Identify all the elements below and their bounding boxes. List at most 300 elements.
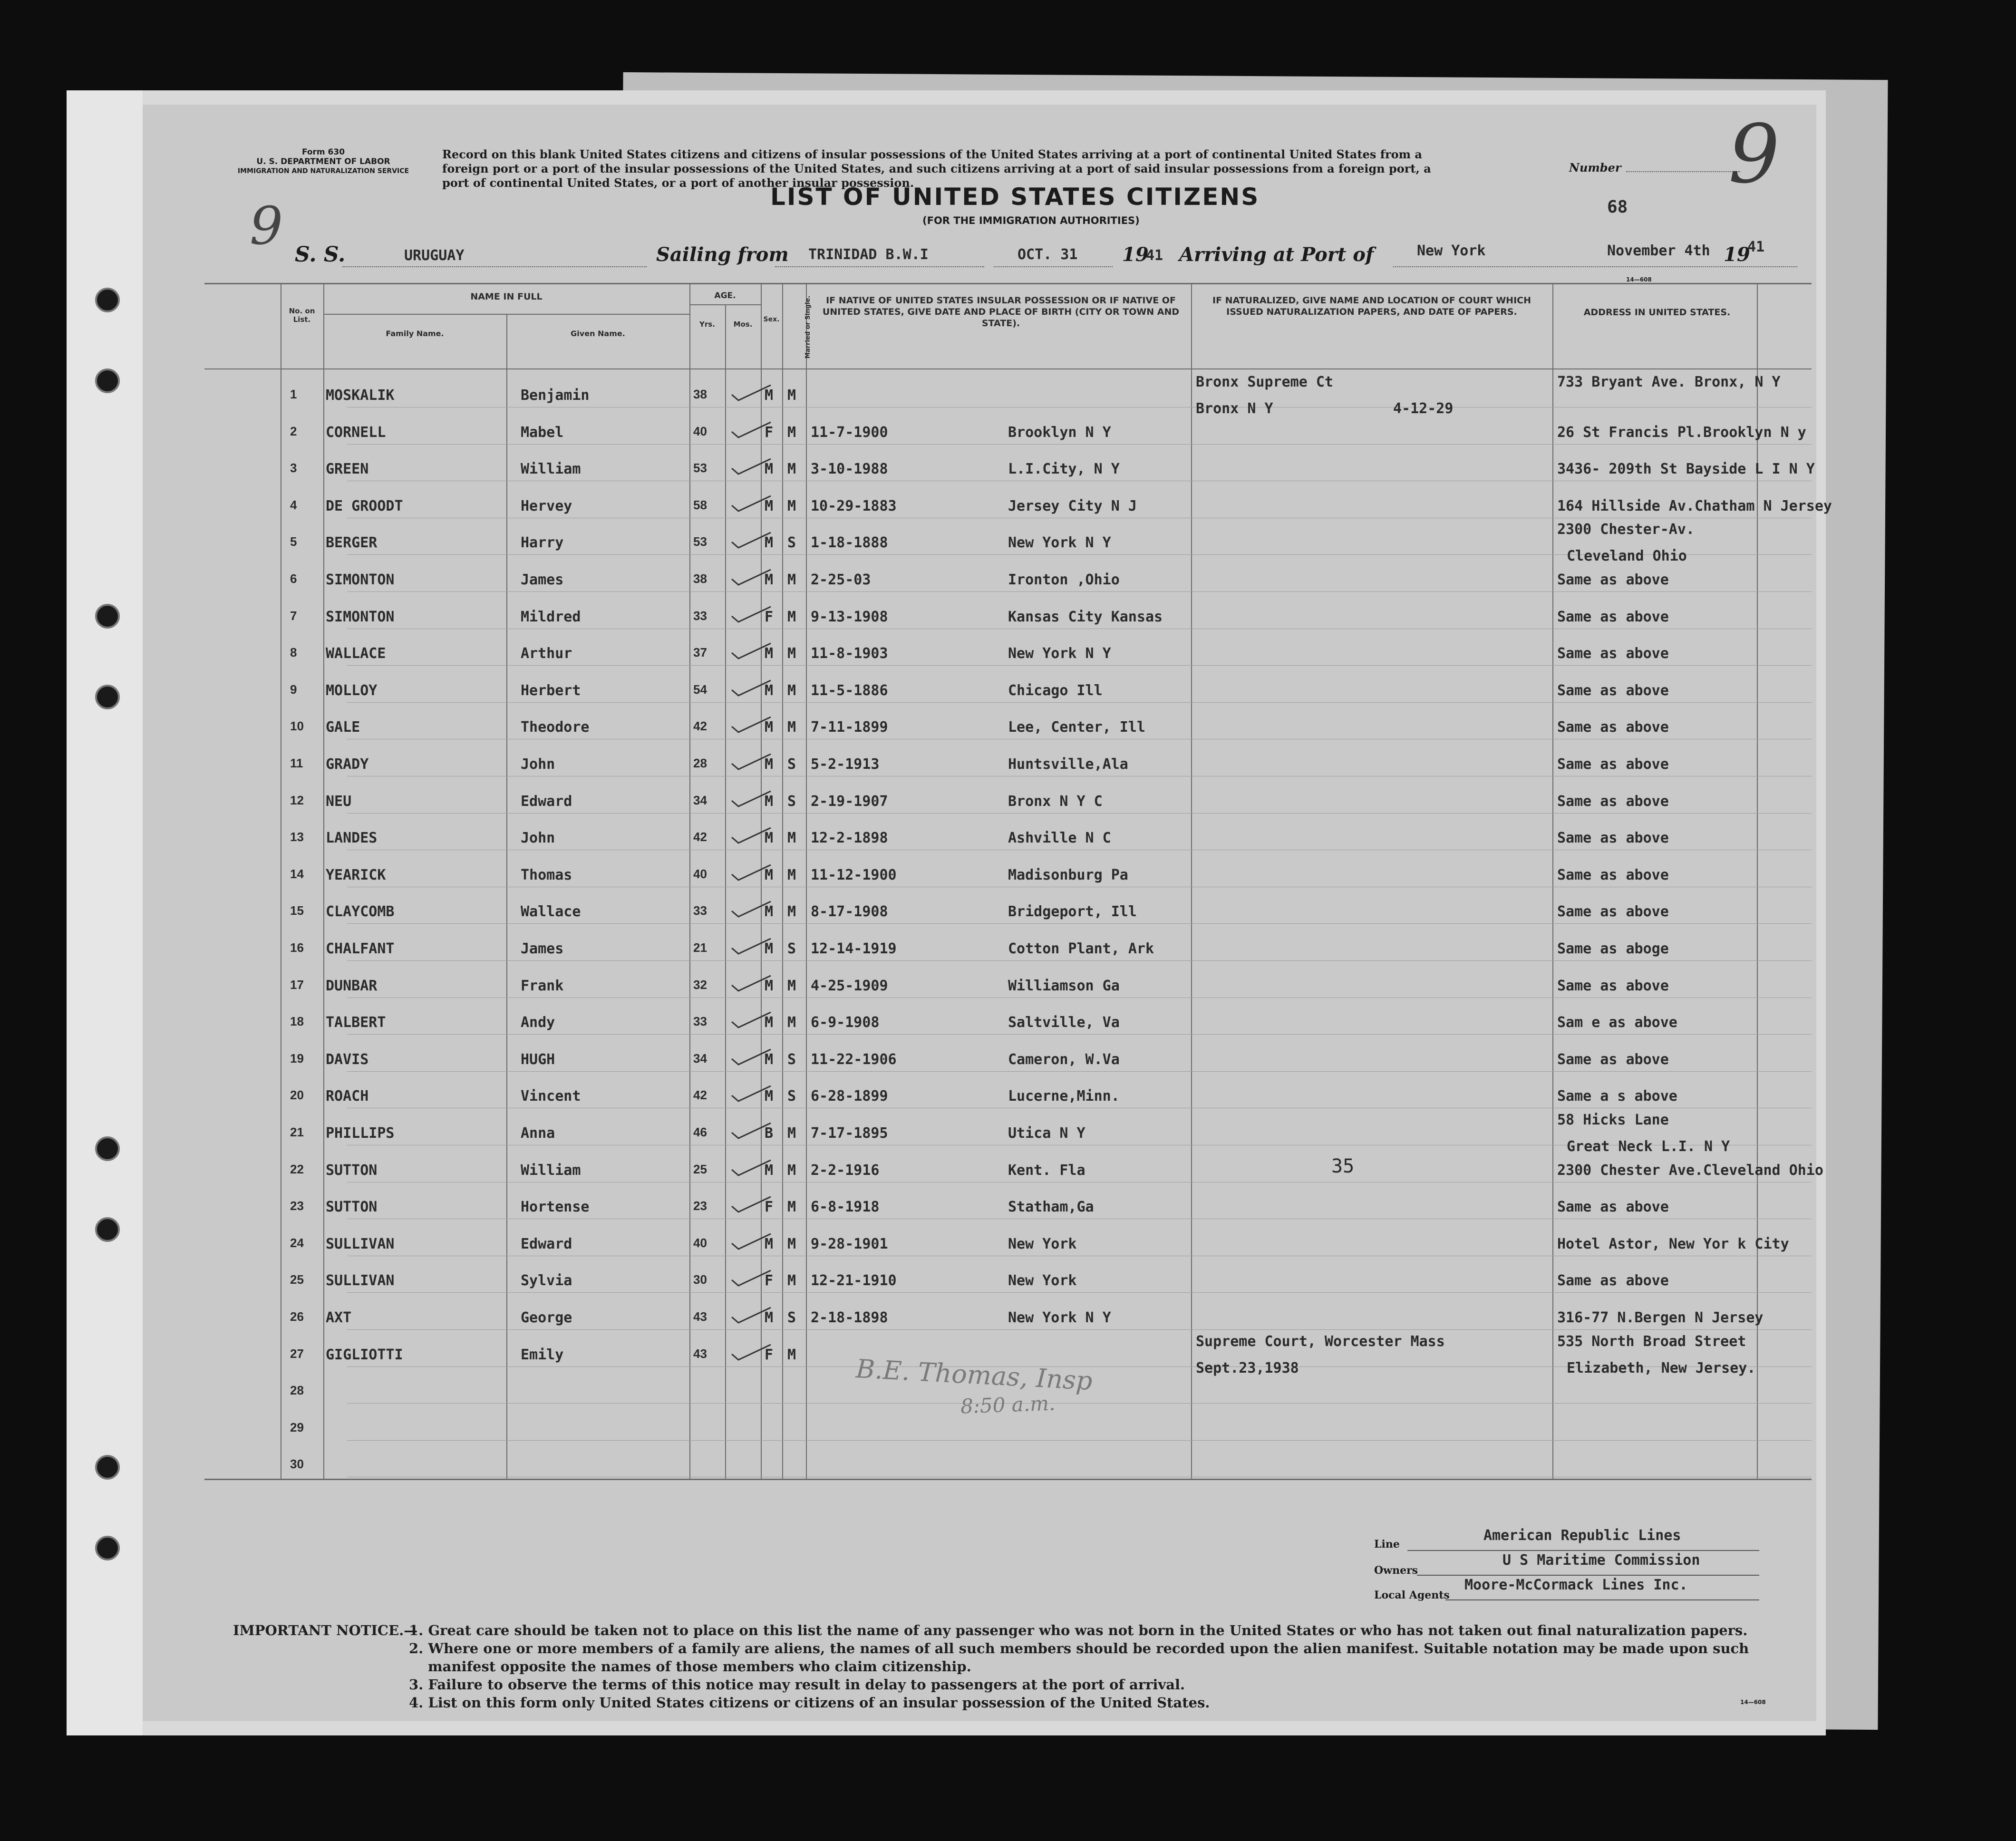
instruction-line-2: foreign port or a port of the insular possessions of the United States, and such citizens arriving at a port of said insular possessions from a foreign port, a bbox=[442, 162, 1431, 175]
sex: M bbox=[765, 940, 774, 957]
arrival-date: November 4th bbox=[1607, 242, 1710, 259]
marital-status: M bbox=[787, 572, 796, 588]
given-name: Anna bbox=[521, 1125, 555, 1142]
birth-date: 2-18-1898 bbox=[811, 1309, 888, 1326]
notice-2a: 2. Where one or more members of a family are aliens, the names of all such members should be recorded upon the alien manifest. Suitable notation may be made upon such bbox=[409, 1640, 1749, 1657]
table-row bbox=[143, 555, 1816, 592]
family-name: GALE bbox=[326, 719, 360, 736]
address-line-1: Hotel Astor, New Yor k City bbox=[1557, 1235, 1789, 1252]
family-name: TALBERT bbox=[326, 1014, 386, 1031]
birth-date: 12-14-1919 bbox=[811, 940, 897, 957]
punch-hole bbox=[95, 1217, 120, 1242]
address-line-1: Same a s above bbox=[1557, 1088, 1677, 1105]
marital-status: M bbox=[787, 461, 796, 478]
given-name: Thomas bbox=[521, 866, 572, 883]
sex: M bbox=[765, 1235, 774, 1252]
sex: M bbox=[765, 1162, 774, 1179]
family-name: BERGER bbox=[326, 534, 378, 552]
check-mark-icon bbox=[730, 752, 773, 771]
family-name: MOSKALIK bbox=[326, 387, 395, 404]
birth-date: 1-18-1888 bbox=[811, 534, 888, 552]
given-name: HUGH bbox=[521, 1051, 555, 1068]
given-name: Andy bbox=[521, 1014, 555, 1031]
age-years: 23 bbox=[693, 1199, 707, 1213]
age-years: 38 bbox=[693, 572, 707, 586]
print-code-bottom: 14—608 bbox=[1740, 1699, 1766, 1705]
family-name: LANDES bbox=[326, 830, 378, 847]
family-name: AXT bbox=[326, 1309, 352, 1326]
table-row bbox=[143, 851, 1816, 888]
sex: M bbox=[765, 1309, 774, 1326]
address-line-1: 3436- 209th St Bayside L I N Y bbox=[1557, 461, 1815, 478]
birth-place: Huntsville,Ala bbox=[1008, 756, 1128, 773]
check-mark-icon bbox=[730, 605, 773, 624]
table-row bbox=[143, 703, 1816, 740]
marital-status: S bbox=[787, 756, 796, 773]
family-name: SIMONTON bbox=[326, 608, 395, 625]
check-mark-icon bbox=[730, 900, 773, 919]
line-value: American Republic Lines bbox=[1483, 1527, 1681, 1544]
age-years: 42 bbox=[693, 719, 707, 734]
print-code-top: 14—608 bbox=[1626, 276, 1652, 283]
check-mark-icon bbox=[730, 1158, 773, 1177]
manifest-form bbox=[143, 105, 1832, 1721]
owners-label: Owners bbox=[1374, 1564, 1418, 1577]
birth-date: 2-25-03 bbox=[811, 572, 871, 588]
marital-status: M bbox=[787, 645, 796, 662]
sailing-underline bbox=[775, 266, 984, 267]
table-row bbox=[143, 1072, 1816, 1109]
page-subtitle: (FOR THE IMMIGRATION AUTHORITIES) bbox=[922, 215, 1140, 226]
family-name: CHALFANT bbox=[326, 940, 395, 957]
check-mark-icon bbox=[730, 937, 773, 956]
birth-place: Bridgeport, Ill bbox=[1008, 903, 1137, 920]
ship-name: URUGUAY bbox=[404, 247, 465, 264]
row-number: 20 bbox=[290, 1088, 304, 1103]
court-location: Bronx N Y bbox=[1196, 400, 1273, 417]
birth-date: 2-19-1907 bbox=[811, 793, 888, 810]
row-number: 22 bbox=[290, 1162, 304, 1176]
court-name: Bronx Supreme Ct bbox=[1196, 374, 1333, 390]
col-mos: Mos. bbox=[733, 320, 753, 329]
table-row bbox=[143, 814, 1816, 851]
check-mark-icon bbox=[730, 1121, 773, 1140]
sex: M bbox=[765, 682, 774, 699]
birth-place: New York N Y bbox=[1008, 645, 1111, 662]
marital-status: M bbox=[787, 1346, 796, 1363]
check-mark-icon bbox=[730, 863, 773, 882]
sex: M bbox=[765, 756, 774, 773]
check-mark-icon bbox=[730, 1195, 773, 1214]
age-years: 40 bbox=[693, 1235, 707, 1250]
table-row bbox=[143, 482, 1832, 519]
punch-hole bbox=[95, 1136, 120, 1161]
age-years: 53 bbox=[693, 461, 707, 475]
given-name: Theodore bbox=[521, 719, 590, 736]
row-number: 12 bbox=[290, 793, 304, 807]
marital-status: M bbox=[787, 1014, 796, 1031]
address-line-1: 316-77 N.Bergen N Jersey bbox=[1557, 1309, 1764, 1326]
given-name: Wallace bbox=[521, 903, 581, 920]
table-row bbox=[143, 1220, 1816, 1257]
age-years: 40 bbox=[693, 424, 707, 438]
typed-number: 68 bbox=[1607, 197, 1628, 217]
given-name: Frank bbox=[521, 977, 564, 994]
address-line-1: Same as aboge bbox=[1557, 940, 1669, 957]
address-line-1: 535 North Broad Street bbox=[1557, 1333, 1746, 1350]
family-name: GRADY bbox=[326, 756, 369, 773]
family-name: SUTTON bbox=[326, 1162, 378, 1179]
age-years: 42 bbox=[693, 830, 707, 844]
punch-hole bbox=[95, 368, 120, 393]
birth-date: 9-13-1908 bbox=[811, 608, 888, 625]
notice-1: 1. Great care should be taken not to place on this list the name of any passenger who was not born in the United States or who has not taken out final naturalization papers. bbox=[409, 1622, 1748, 1638]
age-years: 33 bbox=[693, 608, 707, 623]
birth-date: 9-28-1901 bbox=[811, 1235, 888, 1252]
court-name: Supreme Court, Worcester Mass bbox=[1196, 1333, 1445, 1350]
birth-date: 8-17-1908 bbox=[811, 903, 888, 920]
check-mark-icon bbox=[730, 383, 773, 402]
name-header-rule bbox=[323, 314, 689, 315]
sex: M bbox=[765, 830, 774, 847]
age-years: 43 bbox=[693, 1309, 707, 1324]
col-name-in-full: NAME IN FULL bbox=[470, 291, 543, 302]
address-line-1: Sam e as above bbox=[1557, 1014, 1677, 1031]
table-row bbox=[143, 1146, 1823, 1183]
birth-place: New York bbox=[1008, 1272, 1077, 1289]
given-name: James bbox=[521, 572, 564, 588]
birth-place: Bronx N Y C bbox=[1008, 793, 1103, 810]
check-mark-icon bbox=[730, 1343, 773, 1362]
sex: M bbox=[765, 903, 774, 920]
naturalization-date: 4-12-29 bbox=[1393, 400, 1454, 417]
family-name: NEU bbox=[326, 793, 352, 810]
address-line-2: Cleveland Ohio bbox=[1567, 548, 1687, 565]
service-label: IMMIGRATION AND NATURALIZATION SERVICE bbox=[237, 167, 409, 175]
col-family-name: Family Name. bbox=[386, 329, 444, 338]
check-mark-icon bbox=[730, 494, 773, 513]
check-mark-icon bbox=[730, 420, 773, 439]
age-years: 34 bbox=[693, 1051, 707, 1066]
check-mark-icon bbox=[730, 678, 773, 698]
number-underline bbox=[1626, 171, 1740, 172]
birth-date: 11-12-1900 bbox=[811, 866, 897, 883]
birth-place: Brooklyn N Y bbox=[1008, 424, 1111, 441]
agents-label: Local Agents bbox=[1374, 1589, 1450, 1601]
row-number: 26 bbox=[290, 1309, 304, 1324]
address-line-1: Same as above bbox=[1557, 830, 1669, 847]
page-title: LIST OF UNITED STATES CITIZENS bbox=[770, 183, 1260, 211]
marital-status: M bbox=[787, 424, 796, 441]
table-top-rule bbox=[204, 283, 1812, 284]
marital-status: S bbox=[787, 1051, 796, 1068]
given-name: Vincent bbox=[521, 1088, 581, 1105]
birth-place: Kansas City Kansas bbox=[1008, 608, 1163, 625]
sex: F bbox=[765, 1272, 774, 1289]
check-mark-icon bbox=[730, 568, 773, 587]
family-name: CLAYCOMB bbox=[326, 903, 395, 920]
punch-hole bbox=[95, 1536, 120, 1560]
row-number: 3 bbox=[290, 461, 297, 475]
document-page bbox=[67, 90, 1832, 1735]
row-number: 15 bbox=[290, 903, 304, 918]
age-years: 40 bbox=[693, 866, 707, 881]
row-number: 17 bbox=[290, 977, 304, 992]
row-number: 18 bbox=[290, 1014, 304, 1029]
line-underline bbox=[1407, 1550, 1759, 1551]
col-no: No. on List. bbox=[289, 307, 315, 324]
address-line-1: Same as above bbox=[1557, 756, 1669, 773]
punch-hole bbox=[95, 604, 120, 629]
birth-place: Statham,Ga bbox=[1008, 1199, 1094, 1216]
marital-status: M bbox=[787, 903, 796, 920]
age-years: 58 bbox=[693, 497, 707, 512]
family-name: MOLLOY bbox=[326, 682, 378, 699]
punch-hole bbox=[95, 685, 120, 709]
sex: F bbox=[765, 1199, 774, 1216]
instruction-line-1: Record on this blank United States citizens and citizens of insular possessions of the United States arriving at a port of continental United States from a bbox=[442, 147, 1422, 161]
table-row bbox=[143, 408, 1816, 445]
check-mark-icon bbox=[730, 974, 773, 993]
instruction-line-3: port of continental United States, or a port of another insular possession. bbox=[442, 176, 914, 190]
birth-place: New York bbox=[1008, 1235, 1077, 1252]
table-row bbox=[143, 445, 1816, 482]
family-name: DE GROODT bbox=[326, 497, 403, 514]
handwritten-number: 9 bbox=[1728, 107, 1780, 202]
notice-3: 3. Failure to observe the terms of this notice may result in delay to passengers at the port of arrival. bbox=[409, 1676, 1185, 1693]
marital-status: S bbox=[787, 534, 796, 552]
family-name: CORNELL bbox=[326, 424, 386, 441]
row-number: 7 bbox=[290, 608, 297, 623]
row-number: 1 bbox=[290, 387, 297, 401]
family-name: SIMONTON bbox=[326, 572, 395, 588]
birth-place: Saltville, Va bbox=[1008, 1014, 1120, 1031]
family-name: WALLACE bbox=[326, 645, 386, 662]
row-number: 23 bbox=[290, 1199, 304, 1213]
col-married-single: Married or Single. bbox=[804, 295, 812, 359]
address-line-1: Same as above bbox=[1557, 1051, 1669, 1068]
ss-label: S. S. bbox=[295, 242, 346, 267]
row-number: 9 bbox=[290, 682, 297, 697]
check-mark-icon bbox=[730, 1306, 773, 1325]
birth-place: New York N Y bbox=[1008, 534, 1111, 552]
family-name: GIGLIOTTI bbox=[326, 1346, 403, 1363]
age-years: 38 bbox=[693, 387, 707, 401]
birth-date: 11-8-1903 bbox=[811, 645, 888, 662]
birth-place: Lucerne,Minn. bbox=[1008, 1088, 1120, 1105]
check-mark-icon bbox=[730, 1084, 773, 1103]
row-number: 4 bbox=[290, 497, 297, 512]
binding-margin bbox=[67, 90, 143, 1735]
row-number: 14 bbox=[290, 866, 304, 881]
marital-status: M bbox=[787, 1199, 796, 1216]
family-name: DAVIS bbox=[326, 1051, 369, 1068]
punch-hole bbox=[95, 288, 120, 312]
table-row bbox=[143, 887, 1816, 924]
address-line-1: Same as above bbox=[1557, 977, 1669, 994]
row-number: 16 bbox=[290, 940, 304, 955]
birth-date: 7-11-1899 bbox=[811, 719, 888, 736]
row-number: 25 bbox=[290, 1272, 304, 1287]
col-sex: Sex. bbox=[763, 316, 780, 323]
agents-underline bbox=[1445, 1599, 1759, 1600]
table-row bbox=[143, 924, 1816, 961]
birth-date: 5-2-1913 bbox=[811, 756, 880, 773]
given-name: Edward bbox=[521, 793, 572, 810]
notice-heading: IMPORTANT NOTICE.— bbox=[233, 1622, 418, 1638]
family-name: GREEN bbox=[326, 461, 369, 478]
sex: M bbox=[765, 572, 774, 588]
family-name: SUTTON bbox=[326, 1199, 378, 1216]
address-line-1: Same as above bbox=[1557, 645, 1669, 662]
date-underline bbox=[994, 266, 1113, 267]
check-mark-icon bbox=[730, 826, 773, 845]
check-mark-icon bbox=[730, 641, 773, 660]
row-number: 21 bbox=[290, 1125, 304, 1139]
given-name: Edward bbox=[521, 1235, 572, 1252]
marital-status: M bbox=[787, 608, 796, 625]
given-name: James bbox=[521, 940, 564, 957]
given-name: John bbox=[521, 830, 555, 847]
family-name: ROACH bbox=[326, 1088, 369, 1105]
birth-place: Jersey City N J bbox=[1008, 497, 1137, 514]
row-number: 5 bbox=[290, 534, 297, 549]
given-name: Benjamin bbox=[521, 387, 590, 404]
sailing-year: 41 bbox=[1146, 247, 1163, 264]
given-name: George bbox=[521, 1309, 572, 1326]
table-row bbox=[143, 740, 1816, 777]
sex: M bbox=[765, 1014, 774, 1031]
col-given-name: Given Name. bbox=[571, 329, 625, 338]
sex: F bbox=[765, 608, 774, 625]
address-line-1: Same as above bbox=[1557, 793, 1669, 810]
check-mark-icon bbox=[730, 1232, 773, 1251]
marital-status: M bbox=[787, 830, 796, 847]
table-row bbox=[143, 1293, 1816, 1330]
form-number: Form 630 bbox=[301, 147, 345, 157]
given-name: Mabel bbox=[521, 424, 564, 441]
table-row bbox=[143, 518, 1816, 565]
birth-place: Lee, Center, Ill bbox=[1008, 719, 1145, 736]
address-line-1: 58 Hicks Lane bbox=[1557, 1112, 1669, 1128]
age-years: 43 bbox=[693, 1346, 707, 1361]
marital-status: M bbox=[787, 866, 796, 883]
address-line-1: Same as above bbox=[1557, 866, 1669, 883]
birth-date: 10-29-1883 bbox=[811, 497, 897, 514]
given-name: Mildred bbox=[521, 608, 581, 625]
address-line-1: 2300 Chester Ave.Cleveland Ohio bbox=[1557, 1162, 1823, 1179]
sailing-label: Sailing from bbox=[656, 243, 789, 266]
notice-2b: manifest opposite the names of those members who claim citizenship. bbox=[428, 1658, 971, 1675]
given-name: Emily bbox=[521, 1346, 564, 1363]
table-row bbox=[143, 371, 1816, 417]
arrival-underline bbox=[1393, 266, 1797, 267]
marital-status: M bbox=[787, 719, 796, 736]
arrival-year-prefix: 19 bbox=[1724, 243, 1750, 266]
address-line-1: 164 Hillside Av.Chatham N Jersey bbox=[1557, 497, 1832, 514]
marital-status: M bbox=[787, 387, 796, 404]
family-name: YEARICK bbox=[326, 866, 386, 883]
family-name: DUNBAR bbox=[326, 977, 378, 994]
family-name: SULLIVAN bbox=[326, 1235, 395, 1252]
check-mark-icon bbox=[730, 531, 773, 550]
given-name: William bbox=[521, 1162, 581, 1179]
marital-status: M bbox=[787, 977, 796, 994]
number-label: Number bbox=[1569, 161, 1621, 174]
check-mark-icon bbox=[730, 715, 773, 734]
col-naturalized: IF NATURALIZED, GIVE NAME AND LOCATION OF COURT WHICH ISSUED NATURALIZATION PAPERS, AND DATE OF PAPERS. bbox=[1212, 295, 1531, 317]
birth-place: Cotton Plant, Ark bbox=[1008, 940, 1154, 957]
row-number: 11 bbox=[290, 756, 303, 770]
corner-handwritten-number: 9 bbox=[250, 195, 283, 256]
sex: M bbox=[765, 534, 774, 552]
birth-place: New York N Y bbox=[1008, 1309, 1111, 1326]
age-years: 53 bbox=[693, 534, 707, 549]
marital-status: M bbox=[787, 1272, 796, 1289]
address-line-1: Same as above bbox=[1557, 1199, 1669, 1216]
row-number: 27 bbox=[290, 1346, 304, 1361]
birth-date: 2-2-1916 bbox=[811, 1162, 880, 1179]
address-line-1: Same as above bbox=[1557, 719, 1669, 736]
row-number: 13 bbox=[290, 830, 304, 844]
birth-place: Utica N Y bbox=[1008, 1125, 1086, 1142]
table-header-rule bbox=[204, 368, 1812, 369]
row-number: 10 bbox=[290, 719, 304, 734]
sailing-year-prefix: 19 bbox=[1122, 243, 1149, 266]
table-row bbox=[143, 1182, 1816, 1220]
table-row bbox=[143, 666, 1816, 703]
table-bottom-rule bbox=[204, 1479, 1812, 1480]
marital-status: S bbox=[787, 940, 796, 957]
marital-status: M bbox=[787, 1125, 796, 1142]
table-row bbox=[143, 998, 1816, 1035]
age-header-rule bbox=[689, 304, 761, 305]
marital-status: M bbox=[787, 1235, 796, 1252]
age-years: 54 bbox=[693, 682, 707, 697]
notice-4: 4. List on this form only United States citizens or citizens of an insular possession of the United States. bbox=[409, 1695, 1210, 1711]
age-years: 30 bbox=[693, 1272, 707, 1287]
sex: M bbox=[765, 461, 774, 478]
age-years: 21 bbox=[693, 940, 707, 955]
birth-place: L.I.City, N Y bbox=[1008, 461, 1120, 478]
birth-place: Kent. Fla bbox=[1008, 1162, 1086, 1179]
sailing-date: OCT. 31 bbox=[1018, 246, 1078, 263]
family-name: SULLIVAN bbox=[326, 1272, 395, 1289]
sailing-from: TRINIDAD B.W.I bbox=[808, 246, 929, 263]
inspector-signature: B.E. Thomas, Insp bbox=[855, 1354, 1094, 1396]
age-years: 25 bbox=[693, 1162, 707, 1176]
check-mark-icon bbox=[730, 1269, 773, 1288]
court-location: Sept.23,1938 bbox=[1196, 1359, 1299, 1376]
marital-status: M bbox=[787, 682, 796, 699]
sex: M bbox=[765, 1088, 774, 1105]
sex: M bbox=[765, 497, 774, 514]
address-line-1: Same as above bbox=[1557, 903, 1669, 920]
sex: M bbox=[765, 645, 774, 662]
marital-status: S bbox=[787, 793, 796, 810]
row-number: 24 bbox=[290, 1235, 304, 1250]
arriving-label: Arriving at Port of bbox=[1179, 243, 1374, 266]
address-line-1: 2300 Chester-Av. bbox=[1557, 521, 1695, 538]
birth-place: Chicago Ill bbox=[1008, 682, 1103, 699]
birth-place: Madisonburg Pa bbox=[1008, 866, 1128, 883]
department-label: U. S. DEPARTMENT OF LABOR bbox=[256, 157, 390, 166]
birth-date: 6-8-1918 bbox=[811, 1199, 880, 1216]
age-years: 32 bbox=[693, 977, 707, 992]
punch-hole bbox=[95, 1455, 120, 1480]
agents-value: Moore-McCormack Lines Inc. bbox=[1464, 1577, 1688, 1593]
row-number: 29 bbox=[290, 1420, 304, 1434]
